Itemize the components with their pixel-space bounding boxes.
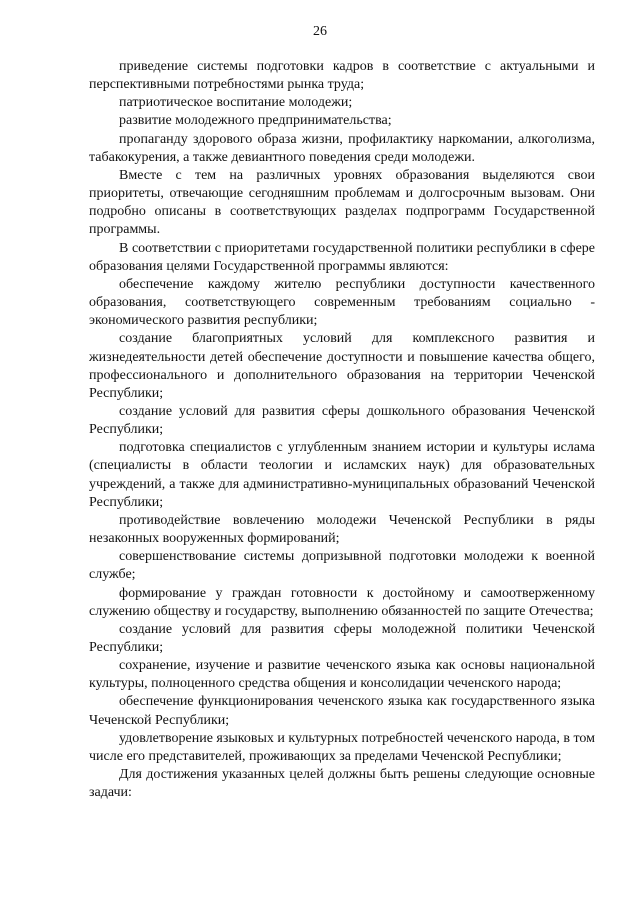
paragraph: создание условий для развития сферы дошкольного образования Чеченской Республики; (89, 403, 595, 438)
paragraph: пропаганду здорового образа жизни, профилактику наркомании, алкоголизма, табакокурения, а также девиантного поведения среди молодежи. (89, 131, 595, 165)
paragraph: совершенствование системы допризывной подготовки молодежи к военной службе; (89, 549, 595, 583)
paragraph: создание благоприятных условий для комплексного развития и жизнедеятельности детей обеспечение доступности и повышение качества общего, профессионального и дополнительного образования на территории Чеченской Республики; (89, 331, 595, 401)
paragraph: создание условий для развития сферы молодежной политики Чеченской Республики; (89, 621, 595, 655)
paragraph: обеспечение каждому жителю республики доступности качественного образования, соответствующего современным требованиям социально - экономического развития республики; (89, 276, 595, 329)
paragraph: подготовка специалистов с углубленным знанием истории и культуры ислама (специалисты в области теологии и исламских наук) для образовательных учреждений, а также для административно-муниципальных образований Чеченской Республики; (89, 440, 595, 510)
paragraph: обеспечение функционирования чеченского языка как государственного языка Чеченской Республики; (89, 694, 595, 728)
page-number: 26 (313, 24, 327, 39)
paragraph: патриотическое воспитание молодежи; (119, 95, 353, 111)
paragraph: приведение системы подготовки кадров в соответствие с актуальными и перспективными потребностями рынка труда; (89, 59, 595, 93)
paragraph: сохранение, изучение и развитие чеченского языка как основы национальной культуры, полноценного средства общения и консолидации чеченского народа; (89, 658, 595, 692)
paragraph: противодействие вовлечению молодежи Чеченской Республики в ряды незаконных вооруженных формирований; (89, 512, 595, 547)
paragraph: В соответствии с приоритетами государственной политики республики в сфере образования целями Государственной программы являются: (89, 240, 595, 274)
body-text (89, 58, 595, 802)
paragraph: формирование у граждан готовности к достойному и самоотверженному служению обществу и государству, выполнению обязанностей по защите Отечества; (89, 585, 595, 619)
paragraph: развитие молодежного предпринимательства; (119, 113, 392, 129)
paragraph: Для достижения указанных целей должны быть решены следующие основные задачи: (89, 767, 595, 801)
paragraph: Вместе с тем на различных уровнях образования выделяются свои приоритеты, отвечающие сегодняшним проблемам и долгосрочным вызовам. Они подробно описаны в соответствующих разделах подпрограмм Государственной программы. (89, 167, 595, 238)
paragraph: удовлетворение языковых и культурных потребностей чеченского народа, в том числе его представителей, проживающих за пределами Чеченской Республики; (89, 730, 595, 764)
